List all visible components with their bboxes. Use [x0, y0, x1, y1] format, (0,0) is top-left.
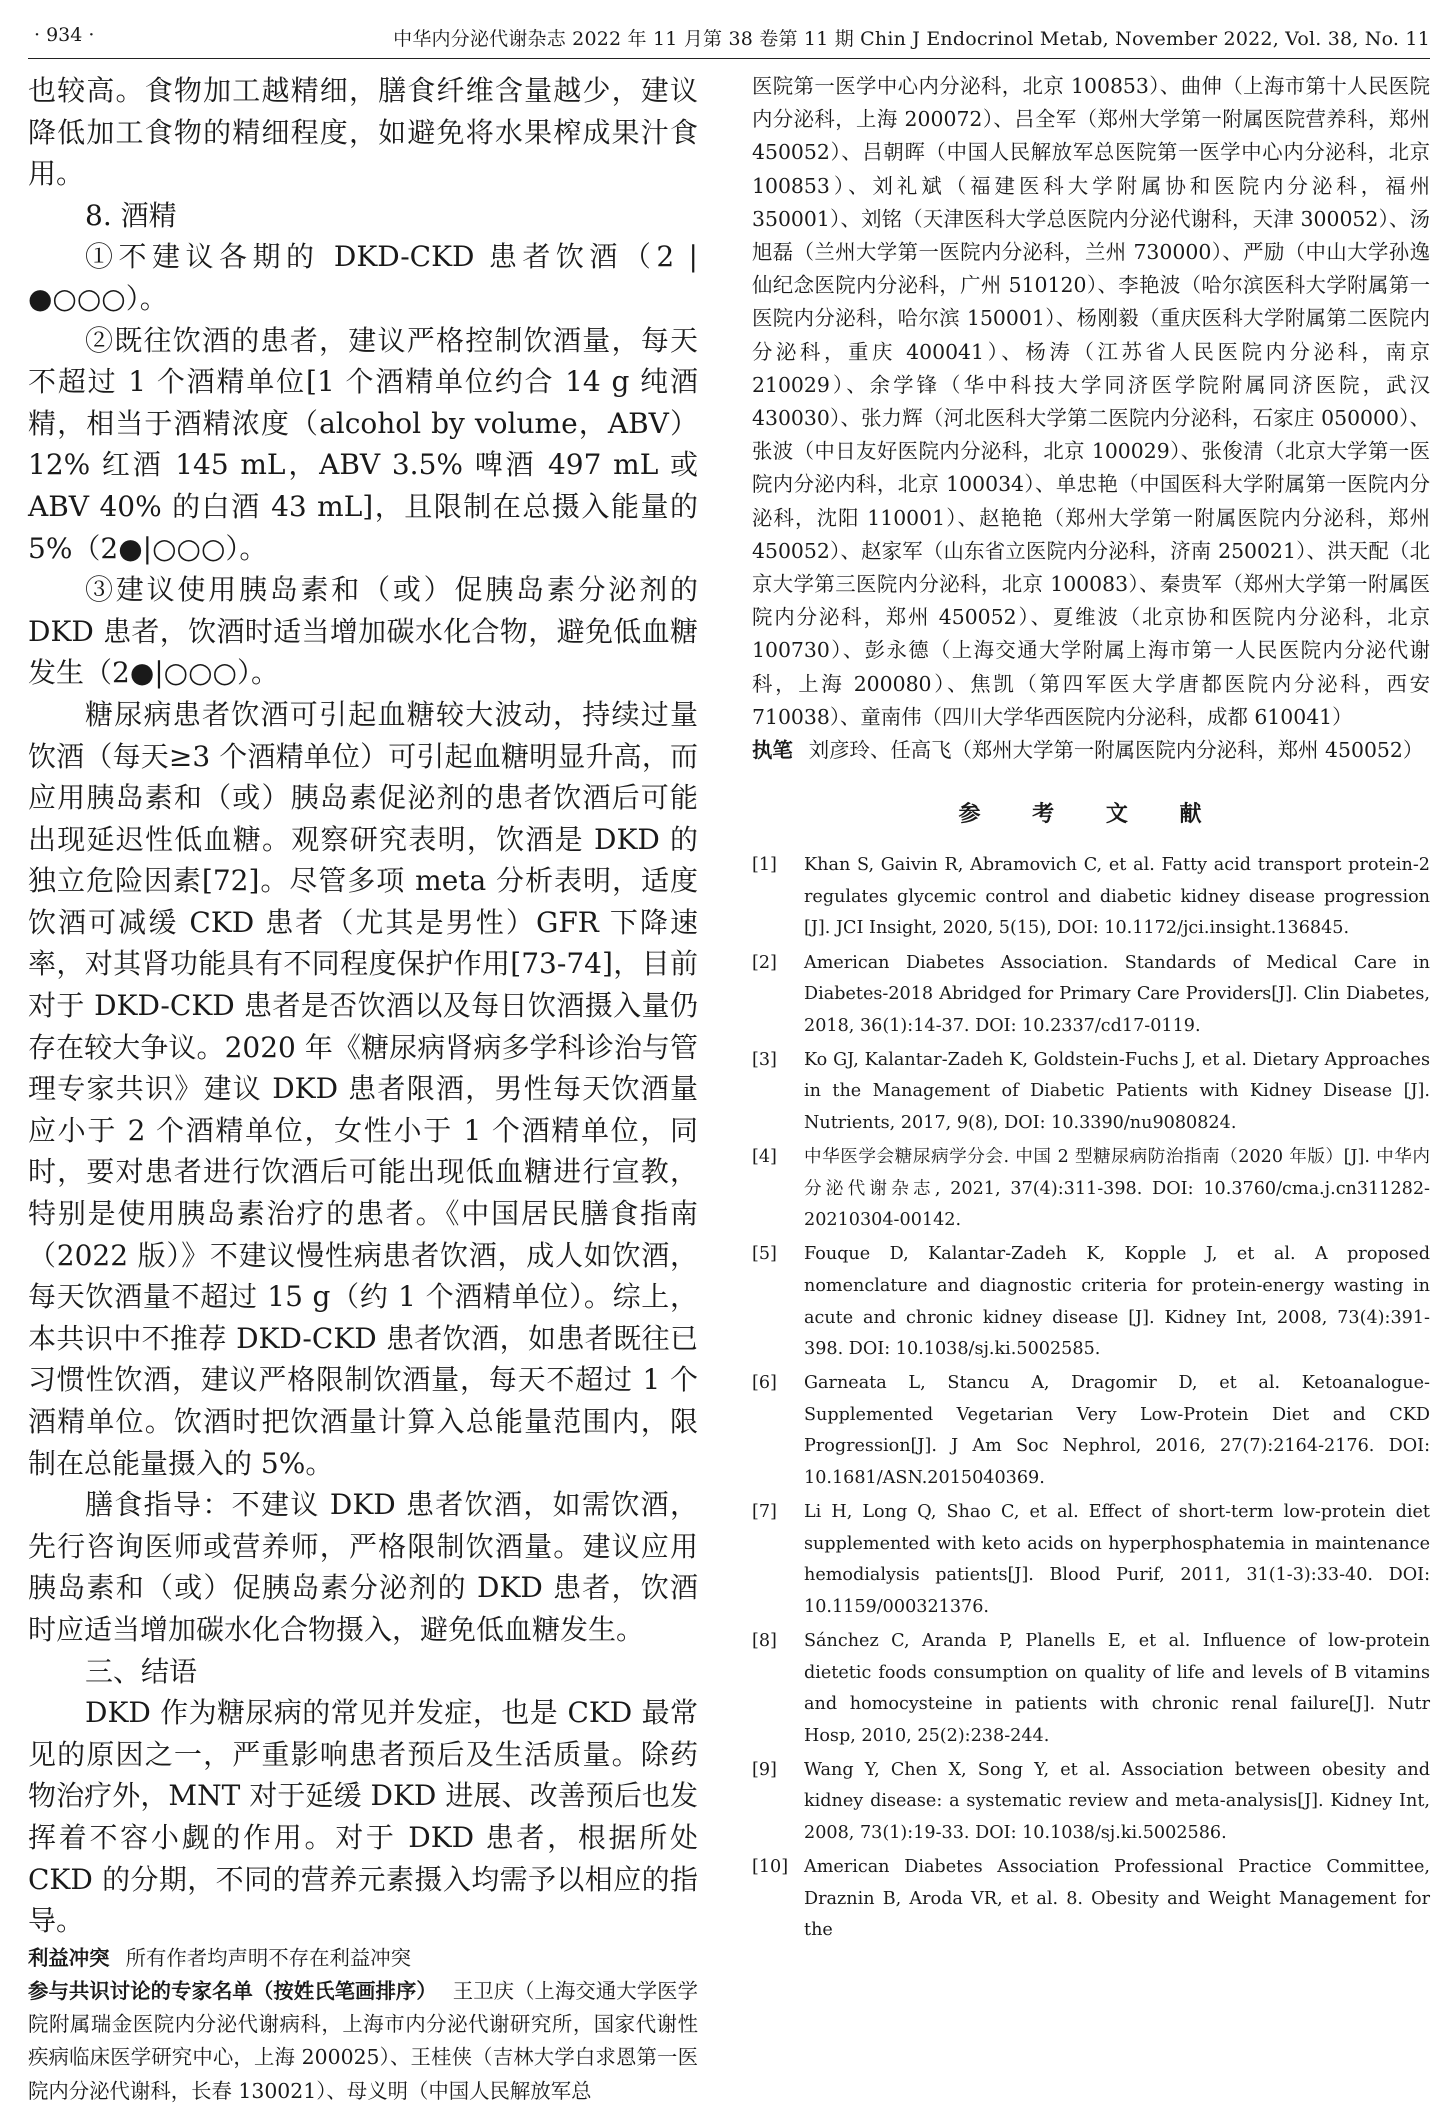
- reference-text: Wang Y, Chen X, Song Y, et al. Association between obesity and kidney disease: a systematic review and meta-analysis[J]. Kidney Int, 2008, 73(1):19-33. DOI: 10.1038/sj.ki.5002586.: [804, 1759, 1430, 1844]
- conflict-label: 利益冲突: [28, 1945, 110, 1970]
- reference-text: Li H, Long Q, Shao C, et al. Effect of short-term low-protein diet supplemented with keto acids on hyperphosphatemia in maintenance hemodialysis patients[J]. Blood Purif, 2011, 31(1-3):33-40. DOI: 10.1159/000321376.: [804, 1502, 1430, 1617]
- writer-label: 执笔: [752, 738, 793, 763]
- reference-text: 中华医学会糖尿病学分会. 中国 2 型糖尿病防治指南（2020 年版）[J]. 中华内分泌代谢杂志, 2021, 37(4):311-398. DOI: 10.3760/cma.j.cn311282-20210304-00142.: [804, 1147, 1430, 1231]
- reference-item: [752, 1142, 1430, 1237]
- right-column: [752, 70, 1430, 1949]
- expert-list-continued: 医院第一医学中心内分泌科，北京 100853）、曲伸（上海市第十人民医院内分泌科，上海 200072）、吕全军（郑州大学第一附属医院营养科，郑州 450052）、吕朝晖（中国人民解放军总医院第一医学中心内分泌科，北京 100853）、刘礼斌（福建医科大学附属协和医院内分泌科，福州 350001）、刘铭（天津医科大学总医院内分泌代谢科，天津 300052）、汤旭磊（兰州大学第一医院内分泌科，兰州 730000）、严励（中山大学孙逸仙纪念医院内分泌科，广州 510120）、李艳波（哈尔滨医科大学附属第一医院内分泌科，哈尔滨 150001）、杨刚毅（重庆医科大学附属第二医院内分泌科，重庆 400041）、杨涛（江苏省人民医院内分泌科，南京 210029）、余学锋（华中科技大学同济医学院附属同济医院，武汉 430030）、张力辉（河北医科大学第二医院内分泌科，石家庄 050000）、张波（中日友好医院内分泌科，北京 100029）、张俊清（北京大学第一医院内分泌内科，北京 100034）、单忠艳（中国医科大学附属第一医院内分泌科，沈阳 110001）、赵艳艳（郑州大学第一附属医院内分泌科，郑州 450052）、赵家军（山东省立医院内分泌科，济南 250021）、洪天配（北京大学第三医院内分泌科，北京 100083）、秦贵军（郑州大学第一附属医院内分泌科，郑州 450052）、夏维波（北京协和医院内分泌科，北京 100730）、彭永德（上海交通大学附属上海市第一人民医院内分泌代谢科，上海 200080）、焦凯（第四军医大学唐都医院内分泌科，西安 710038）、童南伟（四川大学华西医院内分泌科，成都 610041）: [752, 74, 1430, 729]
- left-column: [28, 70, 698, 2108]
- reference-number: [2]: [752, 952, 777, 973]
- reference-item: [752, 1045, 1430, 1140]
- reference-text: American Diabetes Association Professional Practice Committee, Draznin B, Aroda VR, et al. 8. Obesity and Weight Management for the: [804, 1857, 1430, 1941]
- reference-item: [752, 1755, 1430, 1850]
- journal-header: 中华内分泌代谢杂志 2022 年 11 月第 38 卷第 11 期 Chin J Endocrinol Metab, November 2022, Vol. 38, No. 11: [393, 28, 1430, 50]
- page-number: · 934 ·: [34, 24, 95, 46]
- reference-text: Sánchez C, Aranda P, Planells E, et al. Influence of low-protein dietetic foods consumption on quality of life and levels of B vitamins and homocysteine in patients with chronic renal failure[J]. Nutr Hosp, 2010, 25(2):238-244.: [804, 1631, 1430, 1746]
- conflict-of-interest: [28, 1942, 698, 1975]
- reference-text: American Diabetes Association. Standards of Medical Care in Diabetes-2018 Abridged for Primary Care Providers[J]. Clin Diabetes, 2018, 36(1):14-37. DOI: 10.2337/cd17-0119.: [804, 952, 1430, 1036]
- reference-item: [752, 1497, 1430, 1623]
- references-title: 参 考 文 献: [958, 802, 1224, 828]
- reference-text: Khan S, Gaivin R, Abramovich C, et al. Fatty acid transport protein-2 regulates glycemic control and diabetic kidney disease progression [J]. JCI Insight, 2020, 5(15), DOI: 10.1172/jci.insight.136845.: [804, 855, 1430, 939]
- reference-number: [10]: [752, 1857, 789, 1878]
- reference-list: [752, 850, 1430, 1947]
- reference-number: [8]: [752, 1631, 777, 1652]
- reference-number: [6]: [752, 1373, 777, 1394]
- reference-number: [4]: [752, 1147, 777, 1168]
- writer-credit: [752, 734, 1430, 767]
- conflict-text: 所有作者均声明不存在利益冲突: [125, 1945, 412, 1970]
- reference-text: Ko GJ, Kalantar-Zadeh K, Goldstein-Fuchs J, et al. Dietary Approaches in the Management of Diabetic Patients with Kidney Disease [J]. Nutrients, 2017, 9(8), DOI: 10.3390/nu9080824.: [804, 1049, 1430, 1134]
- alcohol-heading: 8. 酒精: [85, 198, 177, 232]
- dietary-guidance-paragraph: 膳食指导：不建议 DKD 患者饮酒，如需饮酒，先行咨询医师或营养师，严格限制饮酒量。建议应用胰岛素和（或）促胰岛素分泌剂的 DKD 患者，饮酒时应适当增加碳水化合物摄入，避免低血糖发生。: [28, 1488, 698, 1646]
- recommendation-1: ①不建议各期的 DKD-CKD 患者饮酒（2 | ●○○○）。: [28, 240, 698, 315]
- reference-number: [3]: [752, 1049, 777, 1070]
- reference-number: [5]: [752, 1244, 777, 1265]
- writer-text: 刘彦玲、任高飞（郑州大学第一附属医院内分泌科，郑州 450052）: [808, 738, 1424, 763]
- reference-item: [752, 1626, 1430, 1752]
- reference-item: [752, 948, 1430, 1043]
- expert-list-text-left: 王卫庆（上海交通大学医学院附属瑞金医院内分泌代谢病科，上海市内分泌代谢研究所，国家代谢性疾病临床医学研究中心，上海 200025）、王桂侠（吉林大学白求恩第一医院内分泌代谢科，长春 130021）、母义明（中国人民解放军总: [28, 1978, 698, 2103]
- reference-text: Garneata L, Stancu A, Dragomir D, et al. Ketoanalogue-Supplemented Vegetarian Very Low-Protein Diet and CKD Progression[J]. J Am Soc Nephrol, 2016, 27(7):2164-2176. DOI: 10.1681/ASN.2015040369.: [804, 1373, 1430, 1489]
- page-header: [28, 18, 1430, 59]
- reference-item: [752, 1368, 1430, 1494]
- reference-item: [752, 1239, 1430, 1365]
- expert-list-start: [28, 1975, 698, 2108]
- reference-item: [752, 1852, 1430, 1947]
- conclusion-heading: 三、结语: [85, 1654, 198, 1688]
- reference-number: [7]: [752, 1502, 777, 1523]
- fiber-paragraph: 也较高。食物加工越精细，膳食纤维含量越少，建议降低加工食物的精细程度，如避免将水果榨成果汁食用。: [28, 74, 698, 191]
- conclusion-paragraph: DKD 作为糖尿病的常见并发症，也是 CKD 最常见的原因之一，严重影响患者预后及生活质量。除药物治疗外，MNT 对于延缓 DKD 进展、改善预后也发挥着不容小觑的作用。对于 DKD 患者，根据所处 CKD 的分期，不同的营养元素摄入均需予以相应的指导。: [28, 1696, 698, 1938]
- expert-list-label: 参与共识讨论的专家名单（按姓氏笔画排序）: [28, 1978, 437, 2003]
- reference-number: [9]: [752, 1759, 777, 1780]
- recommendation-2: ②既往饮酒的患者，建议严格控制饮酒量，每天不超过 1 个酒精单位[1 个酒精单位约合 14 g 纯酒精，相当于酒精浓度（alcohol by volume，ABV）12% 红酒 145 mL，ABV 3.5% 啤酒 497 mL 或 ABV 40% 的白酒 43 mL]，且限制在总摄入能量的 5%（2●|○○○）。: [28, 323, 698, 565]
- alcohol-discussion-paragraph: 糖尿病患者饮酒可引起血糖较大波动，持续过量饮酒（每天≥3 个酒精单位）可引起血糖明显升高，而应用胰岛素和（或）胰岛素促泌剂的患者饮酒后可能出现延迟性低血糖。观察研究表明，饮酒是 DKD 的独立危险因素[72]。尽管多项 meta 分析表明，适度饮酒可减缓 CKD 患者（尤其是男性）GFR 下降速率，对其肾功能具有不同程度保护作用[73-74]，目前对于 DKD-CKD 患者是否饮酒以及每日饮酒摄入量仍存在较大争议。2020 年《糖尿病肾病多学科诊治与管理专家共识》建议 DKD 患者限酒，男性每天饮酒量应小于 2 个酒精单位，女性小于 1 个酒精单位，同时，要对患者进行饮酒后可能出现低血糖进行宣教，特别是使用胰岛素治疗的患者。《中国居民膳食指南（2022 版）》不建议慢性病患者饮酒，成人如饮酒，每天饮酒量不超过 15 g（约 1 个酒精单位）。综上，本共识中不推荐 DKD-CKD 患者饮酒，如患者既往已习惯性饮酒，建议严格限制饮酒量，每天不超过 1 个酒精单位。饮酒时把饮酒量计算入总能量范围内，限制在总能量摄入的 5%。: [28, 697, 698, 1480]
- reference-text: Fouque D, Kalantar-Zadeh K, Kopple J, et al. A proposed nomenclature and diagnostic criteria for protein-energy wasting in acute and chronic kidney disease [J]. Kidney Int, 2008, 73(4):391-398. DOI: 10.1038/sj.ki.5002585.: [804, 1244, 1430, 1360]
- reference-number: [1]: [752, 855, 777, 876]
- recommendation-3: ③建议使用胰岛素和（或）促胰岛素分泌剂的 DKD 患者，饮酒时适当增加碳水化合物，避免低血糖发生（2●|○○○）。: [28, 573, 698, 690]
- reference-item: [752, 850, 1430, 945]
